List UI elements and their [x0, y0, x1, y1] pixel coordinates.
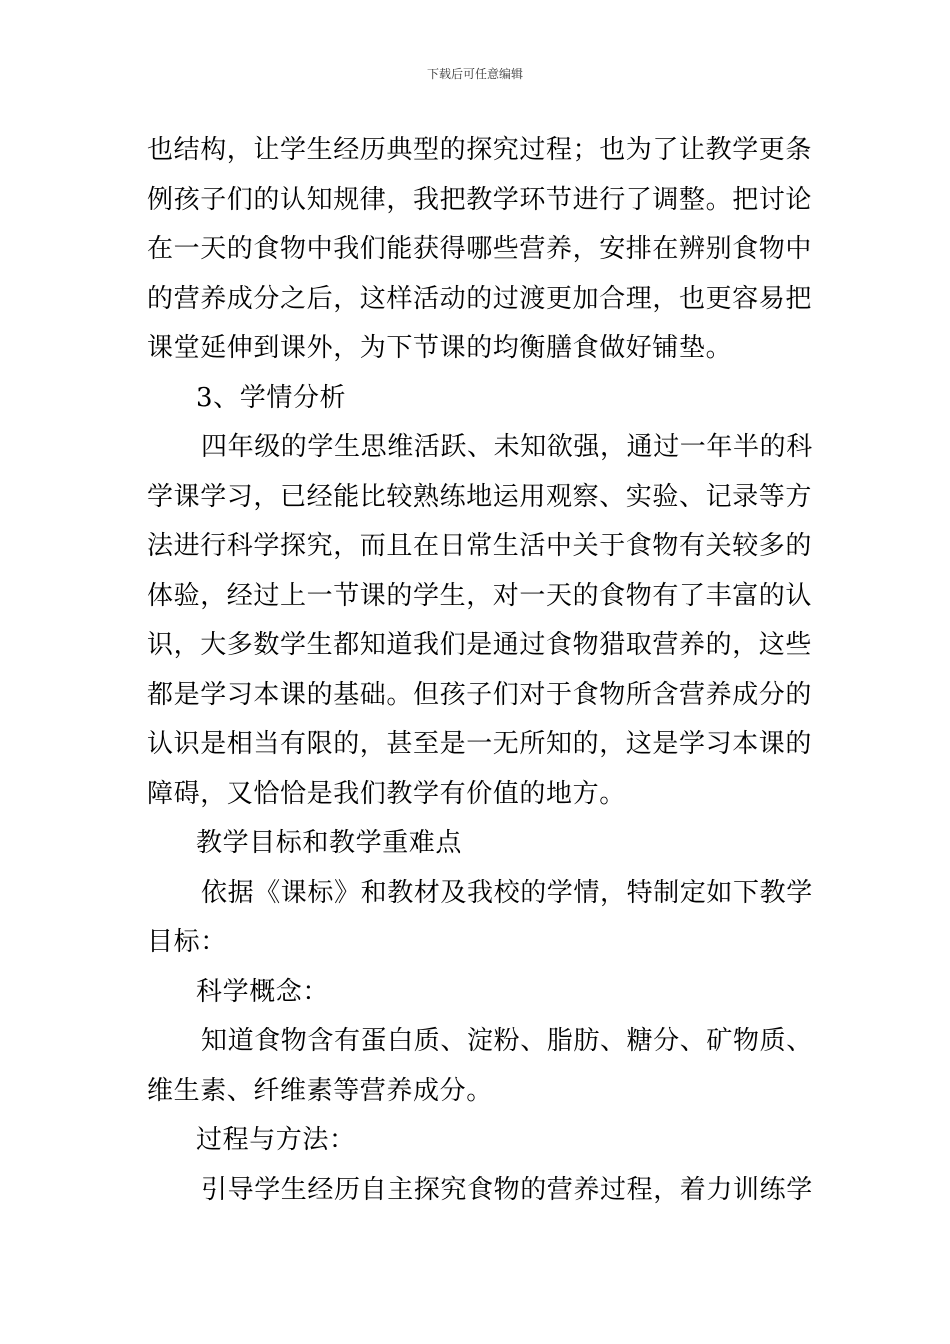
- page-header: 下载后可任意编辑: [426, 67, 523, 81]
- text-line: 依据《课标》和教材及我校的学情，特制定如下教学: [201, 877, 813, 908]
- subsection-heading: 过程与方法：: [196, 1125, 356, 1155]
- text-line: 的营养成分之后，这样活动的过渡更加合理，也更容易把: [147, 283, 813, 314]
- section-heading: 教学目标和教学重难点: [196, 828, 463, 858]
- text-line: 目标：: [147, 927, 227, 957]
- text-line: 识，大多数学生都知道我们是通过食物猎取营养的，这些: [147, 630, 813, 660]
- text-line: 也结构，让学生经历典型的探究过程；也为了让教学更条: [147, 135, 813, 165]
- text-line: 认识是相当有限的，甚至是一无所知的，这是学习本课的: [147, 729, 813, 759]
- text-line: 维生素、纤维素等营养成分。: [147, 1075, 493, 1106]
- text-line: 法进行科学探究，而且在日常生活中关于食物有关较多的: [147, 531, 813, 561]
- text-line: 例孩子们的认知规律，我把教学环节进行了调整。把讨论: [147, 184, 813, 215]
- subsection-heading: 科学概念：: [196, 976, 330, 1007]
- document-body: [147, 126, 813, 1215]
- text-line: 四年级的学生思维活跃、未知欲强，通过一年半的科: [201, 432, 813, 462]
- text-line: 体验，经过上一节课的学生，对一天的食物有了丰富的认: [147, 580, 813, 611]
- text-line: 引导学生经历自主探究食物的营养过程，着力训练学: [201, 1174, 813, 1205]
- text-line: 知道食物含有蛋白质、淀粉、脂肪、糖分、矿物质、: [201, 1026, 813, 1056]
- text-line: 障碍，又恰恰是我们教学有价值的地方。: [147, 778, 626, 809]
- text-line: 学课学习，已经能比较熟练地运用观察、实验、记录等方: [147, 481, 813, 512]
- section-heading: 3、学情分析: [196, 382, 347, 413]
- text-line: 都是学习本课的基础。但孩子们对于食物所含营养成分的: [147, 679, 813, 710]
- text-line: 课堂延伸到课外，为下节课的均衡膳食做好铺垫。: [147, 333, 733, 363]
- text-line: 在一天的食物中我们能获得哪些营养，安排在辨别食物中: [147, 234, 813, 264]
